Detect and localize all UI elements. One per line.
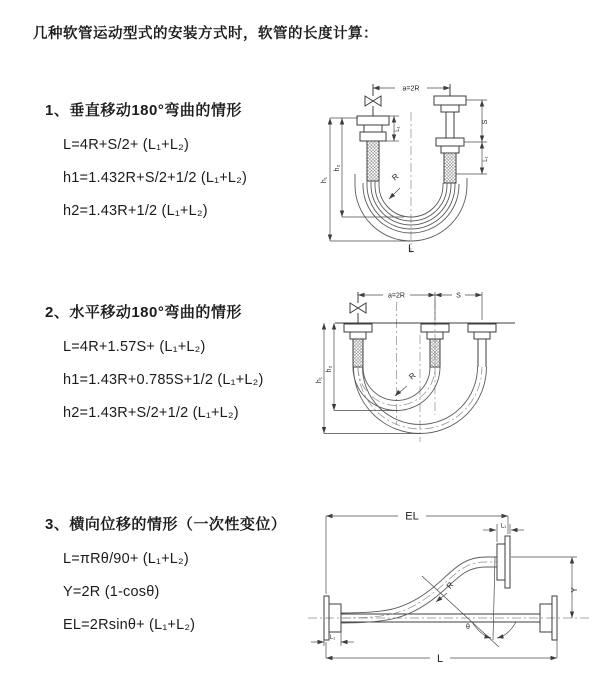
hose-s-curve: [341, 557, 497, 623]
braid-hatch: [367, 141, 379, 181]
dim-label-y: Y: [570, 587, 579, 593]
diagram-lateral-displacement: [300, 500, 600, 675]
section-heading: 2、水平移动180°弯曲的情形: [45, 304, 242, 321]
radius-label: R: [390, 171, 401, 183]
radius-label: R: [407, 370, 418, 382]
length-label: L: [407, 243, 415, 255]
dim-label-a2r: a=2R: [388, 292, 405, 300]
formula-line: h2=1.43R+1/2 (L₁+L₂): [63, 203, 208, 219]
dimension-lines: [311, 516, 577, 658]
hose-centerline: [341, 562, 497, 618]
formula-line: L=πRθ/90+ (L₁+L₂): [63, 551, 189, 567]
formula-line: h1=1.432R+S/2+1/2 (L₁+L₂): [63, 170, 248, 186]
dim-label-h2: h₂: [334, 164, 341, 172]
dim-label-a2r: a=2R: [402, 85, 420, 93]
section-horizontal-movement: [45, 301, 264, 438]
formula-line: Y=2R (1-cosθ): [63, 584, 160, 600]
dim-label-s: S: [456, 292, 461, 300]
section-heading: 3、横向位移的情形（一次性变位）: [45, 516, 287, 533]
diagram-horizontal-180-bend: [310, 280, 600, 465]
dimension-lines: [324, 292, 482, 434]
radius-label: R: [444, 580, 456, 591]
formula-line: h1=1.43R+0.785S+1/2 (L₁+L₂): [63, 372, 264, 388]
dimension-lines: [330, 85, 487, 241]
braid-hatch: [444, 153, 456, 183]
dim-label-l1-bottom: L₁: [329, 635, 336, 641]
dim-label-l1-right: L₁: [483, 156, 489, 162]
diagram-vertical-180-bend: [310, 70, 600, 260]
formula-line: EL=2Rsinθ+ (L₁+L₂): [63, 617, 196, 633]
dim-label-s: S: [482, 119, 489, 125]
dim-label-el: EL: [405, 510, 419, 523]
formula-line: L=4R+1.57S+ (L₁+L₂): [63, 339, 206, 355]
formula-line: h2=1.43R+S/2+1/2 (L₁+L₂): [63, 405, 239, 421]
section-lateral-displacement: [45, 513, 286, 650]
formula-line: L=4R+S/2+ (L₁+L₂): [63, 137, 189, 153]
braid-hatch: [353, 339, 363, 367]
right-pipe-flanges: [468, 324, 496, 367]
page-title: 几种软管运动型式的安装方式时，软管的长度计算：: [33, 26, 378, 42]
angle-theta-label: θ: [466, 624, 470, 631]
dim-label-l1-top: L₁: [500, 523, 507, 530]
dim-label-l: L: [436, 653, 444, 665]
dim-label-h1: h₁: [316, 376, 323, 384]
dim-label-h1: h₁: [321, 176, 328, 184]
dim-label-h2: h₂: [326, 365, 333, 373]
dim-label-l1-left: L₁: [395, 126, 401, 132]
section-heading: 1、垂直移动180°弯曲的情形: [45, 102, 242, 119]
displaced-flange: [497, 536, 510, 588]
left-pipe-flanges: [357, 116, 389, 181]
section-vertical-movement: [45, 99, 247, 236]
